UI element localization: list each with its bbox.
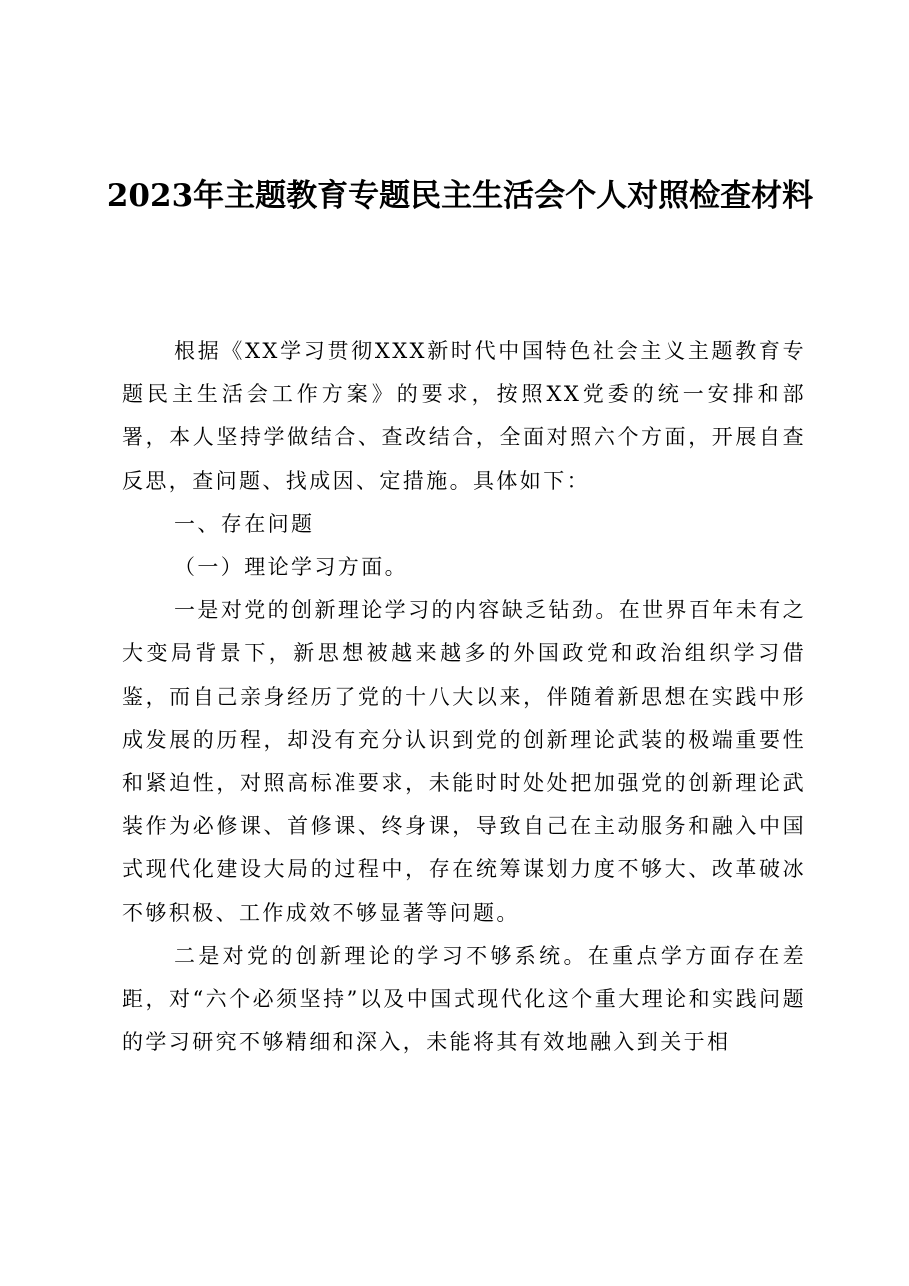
paragraph-point-two: 二是对党的创新理论的学习不够系统。在重点学方面存在差距，对“六个必须坚持”以及中国式现代化这个重大理论和实践问题的学习研究不够精细和深入，未能将其有效地融入到关于相 (122, 943, 806, 1055)
paragraph-point-one: 一是对党的创新理论学习的内容缺乏钻劲。在世界百年未有之大变局背景下，新思想被越来越多的外国政党和政治组织学习借鉴，而自己亲身经历了党的十八大以来，伴随着新思想在实践中形成发展的历程，却没有充分认识到党的创新理论武装的极端重要性和紧迫性，对照高标准要求，未能时时处处把加强党的创新理论武装作为必修课、首修课、终身课，导致自己在主动服务和融入中国式现代化建设大局的过程中，存在统筹谋划力度不够大、改革破冰不够积极、工作成效不够显著等问题。 (122, 598, 806, 925)
intro-paragraph: 根据《XX学习贯彻XXX新时代中国特色社会主义主题教育专题民主生活会工作方案》的要求，按照XX党委的统一安排和部署，本人坚持学做结合、查改结合，全面对照六个方面，开展自查反思，查问题、找成因、定措施。具体如下： (122, 339, 806, 493)
section-heading-problems: 一、存在问题 (174, 511, 315, 536)
document-body (122, 330, 806, 1064)
subsection-heading-theory-study: （一）理论学习方面。 (174, 555, 408, 580)
document-title: 2023年主题教育专题民主生活会个人对照检查材料 (106, 178, 814, 214)
